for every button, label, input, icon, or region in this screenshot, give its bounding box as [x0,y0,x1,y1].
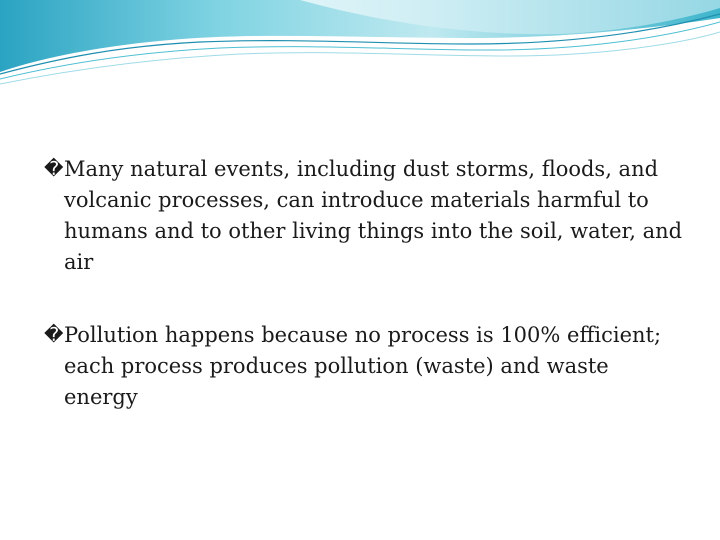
bullet-item-natural-events [44,154,684,278]
bullet-text: Pollution happens because no process is 100% efficient; each process produces pollution (waste) and waste energy [64,323,662,409]
bullet-item-pollution [44,320,684,413]
bullet-icon: � [44,158,64,180]
slide-body [44,154,684,413]
decorative-wave-banner [0,0,720,90]
bullet-text: Many natural events, including dust storms, floods, and volcanic processes, can introduce materials harmful to humans and to other living things into the soil, water, and air [64,157,683,274]
bullet-icon: � [44,324,64,346]
